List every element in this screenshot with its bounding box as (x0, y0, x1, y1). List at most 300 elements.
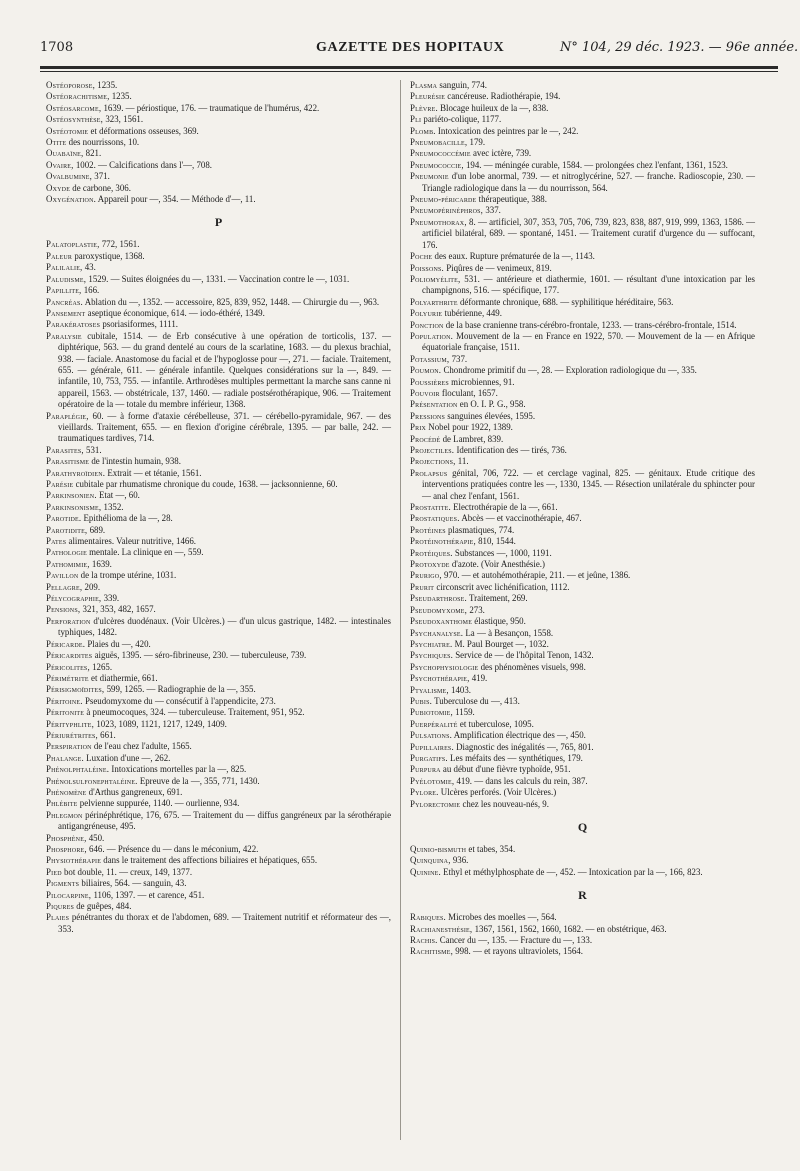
entry-headword: Ponction (410, 319, 444, 330)
entry-headword: Parkinsonien. (46, 490, 97, 501)
index-entry (410, 924, 755, 935)
entry-text: 371. (94, 171, 110, 182)
index-entry (410, 377, 755, 388)
entry-text: de la trompe utérine, 1031. (80, 570, 177, 581)
entry-text: 998. — et rayons ultraviolets, 1564. (455, 946, 583, 957)
entry-text: 936. (452, 855, 469, 866)
index-entry (410, 411, 755, 422)
index-entry (46, 741, 391, 752)
entry-headword: Ostéosarcome, (46, 102, 102, 113)
entry-text: 450. (88, 832, 105, 843)
entry-headword: Ouabaïne, (46, 148, 84, 159)
entry-text: Substances —, 1000, 1191. (454, 547, 552, 558)
entry-headword: Projectiles. (410, 445, 455, 455)
entry-text: génital, 706, 722. — et cerclage vaginal, 825. — génitaux. Etude critique des interventions pratiquées contre les —, 1330, 1345. — Résection unilatérale du sphincter pour — anal chez l'enfant, 1561. (422, 467, 756, 501)
index-entry (410, 548, 755, 559)
index-entry (410, 787, 755, 798)
index-entry (410, 80, 755, 91)
entry-headword: Pigments (46, 878, 80, 889)
entry-text: aseptique économique, 614. — iodo-éthéré, 1349. (87, 307, 265, 318)
entry-headword: Pneumobacille, (410, 137, 468, 148)
entry-headword: Pseudarthrose. (410, 593, 467, 604)
entry-headword: Procédé (410, 433, 441, 444)
entry-text: 8. — artificiel, 307, 353, 705, 706, 739, 823, 838, 887, 919, 999, 1363, 1586. — artificiel bilatéral, 689. — spontané, 1451. — Traitement curatif d'urgence du — suffocant, 176. (422, 216, 756, 250)
index-entry (410, 593, 755, 604)
index-entry (410, 559, 755, 570)
entry-headword: Pseudoxanthome (410, 616, 473, 627)
entry-headword: Potassium, (410, 353, 450, 364)
entry-text: 1639. (91, 558, 112, 569)
entry-headword: Puerpéralité (410, 718, 458, 729)
index-entry (410, 103, 755, 114)
entry-text: Nobel pour 1922, 1389. (428, 422, 513, 433)
index-entry (410, 365, 755, 376)
index-entry (46, 479, 391, 490)
entry-text: Chondrome primitif du —, 28. — Exploration radiologique du —, 335. (443, 365, 697, 376)
index-entry (410, 445, 755, 456)
entry-headword: Pulsations. (410, 730, 453, 741)
index-entry (46, 285, 391, 296)
entry-headword: Pneumonie (410, 171, 449, 182)
index-entry (410, 616, 755, 627)
entry-text: et déformations osseuses, 369. (90, 125, 199, 136)
index-entry (46, 753, 391, 764)
entry-text: microbiennes, 91. (451, 376, 515, 387)
index-entry (410, 388, 755, 399)
index-entry (46, 137, 391, 148)
entry-headword: Parésie (46, 479, 74, 489)
entry-text: 531. (86, 444, 102, 455)
entry-headword: Psychanalyse. (410, 627, 464, 638)
entry-text: déformante chronique, 688. — syphilitique héréditaire, 563. (459, 296, 674, 307)
index-entry (410, 685, 755, 696)
entry-text: 810, 1544. (478, 536, 516, 547)
entry-headword: Poissons. (410, 262, 444, 273)
entry-headword: Parkinsonisme, (46, 501, 102, 512)
entry-text: avec ictère, 739. (472, 148, 532, 159)
index-entry (46, 456, 391, 467)
entry-headword: Pylorectomie (410, 798, 461, 809)
entry-text: bot double, 11. — creux, 149, 1377. (63, 866, 193, 877)
entry-headword: Protéines (410, 524, 446, 535)
index-entry (46, 468, 391, 479)
index-entry (410, 91, 755, 102)
index-entry (46, 684, 391, 695)
entry-text: de Lambret, 839. (442, 433, 504, 444)
entry-text: Amplification électrique des —, 450. (453, 730, 586, 741)
entry-headword: Prix (410, 422, 427, 433)
entry-text: 970. — et autohémothérapie, 211. — et jeûne, 1386. (443, 570, 631, 581)
entry-headword: Ostéosynthèse, (46, 114, 104, 125)
entry-text: 209. (84, 581, 101, 592)
index-entry (46, 148, 391, 159)
entry-headword: Paleur (46, 250, 73, 261)
entry-text: mentale. La clinique en —, 559. (89, 547, 204, 558)
entry-headword: Plomb. (410, 125, 436, 136)
entry-headword: Poliomyélite, (410, 273, 461, 284)
entry-headword: Pates (46, 536, 67, 547)
entry-headword: Projections, (410, 456, 456, 467)
entry-headword: Parasitisme (46, 456, 90, 467)
entry-headword: Plèvre. (410, 102, 438, 113)
index-entry (410, 399, 755, 410)
entry-text: et tabes, 354. (468, 844, 516, 854)
section-letter: Q (577, 820, 588, 834)
index-entry (46, 308, 391, 319)
index-entry (46, 639, 391, 650)
entry-headword: Psychiatre. (410, 638, 453, 649)
index-entry (410, 137, 755, 148)
header-rule-thin (40, 71, 778, 72)
entry-text: et tuberculose, 1095. (459, 718, 534, 729)
entry-headword: Prostatiques. (410, 513, 460, 524)
index-entry (46, 764, 391, 775)
entry-headword: Péritoine. (46, 695, 83, 706)
entry-headword: Polyurie (410, 308, 443, 319)
entry-text: de l'intestin humain, 938. (91, 456, 181, 467)
entry-headword: Protéinothérapie, (410, 536, 476, 547)
index-entry (46, 719, 391, 730)
entry-text: des nourrissons, 10. (68, 137, 140, 148)
entry-text: Appareil pour —, 354. — Méthode d'—, 11. (97, 194, 256, 205)
entry-text: Epithélioma de la —, 28. (83, 513, 173, 524)
index-entry (46, 604, 391, 615)
index-entry (410, 114, 755, 125)
entry-text: Identification des — tirés, 736. (456, 445, 567, 455)
entry-text: périnéphrétique, 176, 675. — Traitement du — diffus gangréneux par la sérothérapie antigangréneuse, 495. (58, 809, 392, 832)
index-entry (410, 422, 755, 433)
left-column (46, 80, 391, 935)
index-entry (46, 194, 391, 205)
entry-headword: Paralysie (46, 330, 82, 341)
index-entry (410, 662, 755, 673)
section-letter: R (578, 888, 587, 903)
index-entry (46, 171, 391, 182)
entry-text: 321, 353, 482, 1657. (82, 604, 156, 615)
entry-text: de l'eau chez l'adulte, 1565. (93, 741, 192, 752)
entry-text: La — à Besançon, 1558. (465, 627, 554, 638)
index-entry (410, 935, 755, 946)
entry-headword: Ostéorachitisme, (46, 91, 110, 102)
entry-headword: Pupillaires. (410, 741, 454, 752)
index-entry (46, 160, 391, 171)
entry-headword: Paludisme, (46, 273, 87, 284)
entry-text: en O. I. P. G., 958. (459, 399, 526, 410)
entry-text: Luxation d'une —, 262. (86, 752, 171, 763)
index-entry (410, 297, 755, 308)
index-entry (46, 536, 391, 547)
entry-text: Intoxications mortelles par la —, 825. (111, 764, 247, 775)
entry-text: Piqûres de — venimeux, 819. (446, 262, 552, 273)
entry-text: d'ulcères duodénaux. (Voir Ulcères.) — d'un ulcus gastrique, 1482. — intestinales typhiques, 1482. (58, 615, 391, 638)
entry-text: d'un lobe anormal, 739. — et nitroglycérine, 527. — franche. Radioscopie, 230. — Triangle radiologique dans la — du nourrisson, 564. (422, 171, 756, 193)
entry-headword: Pleurésie (410, 91, 446, 102)
entry-headword: Pancréas. (46, 296, 83, 307)
entry-text: Service de — de l'hôpital Tenon, 1432. (455, 650, 594, 661)
entry-text: 1023, 1089, 1121, 1217, 1249, 1409. (96, 718, 227, 729)
index-entry (410, 707, 755, 718)
entry-headword: Ptyalisme, (410, 684, 449, 695)
entry-headword: Protéiques. (410, 547, 453, 558)
entry-headword: Phénolphtaléine. (46, 764, 110, 775)
index-entry (46, 776, 391, 787)
entry-headword: Psychiques. (410, 650, 454, 661)
index-entry (46, 855, 391, 866)
entry-text: Abcès — et vaccinothérapie, 467. (461, 513, 582, 524)
entry-headword: Pneumococcie, (410, 159, 464, 170)
entry-text: cubitale, 1514. — de Erb consécutive à une opération de torticolis, 137. — diphtérique, 563. — du grand dentelé au cours de la scarlatine, 1683. — du plexus brachial, 938. — faciale. Anastomose du facial et de l'hypoglosse pour —, 271. — faciale. Traitement, 655. — générale, 611. — générale infantile. Quelques considérations sur la —, 849. — infantile, 10, 753, 755. — infantile. Arthrodèses multiples permettant la marche sans canne ni appareil, 1563. — obstétricale, 137, 1460. — radiale postsérothérapique, 906. — Traitement opératoire de la — totale du membre inférieur, 1368. (58, 330, 392, 410)
entry-text: thérapeutique, 388. (478, 194, 547, 205)
entry-headword: Purgatifs. (410, 752, 448, 763)
entry-text: 339. (103, 593, 120, 604)
index-entry (46, 787, 391, 798)
entry-headword: Purpura (410, 764, 441, 775)
page-header (0, 36, 800, 64)
index-entry (410, 274, 755, 297)
index-entry (46, 593, 391, 604)
index-entry (410, 160, 755, 171)
entry-text: 599, 1265. — Radiographie de la —, 355. (106, 684, 256, 695)
index-entry (410, 764, 755, 775)
index-entry (46, 103, 391, 114)
entry-headword: Pathomimie, (46, 558, 90, 569)
entry-text: 1002. — Calcifications dans l'—, 708. (75, 159, 212, 170)
index-entry (410, 605, 755, 616)
entry-text: cubitale par rhumatisme chronique du coude, 1638. — jacksonnienne, 60. (75, 479, 338, 489)
entry-headword: Pneumococcémie (410, 148, 471, 159)
index-entry (46, 502, 391, 513)
entry-headword: Protoxyde (410, 559, 450, 570)
index-entry (410, 502, 755, 513)
entry-headword: Phénolsulfonephtaléine. (46, 775, 138, 786)
entry-text: 337. (485, 205, 501, 216)
index-entry (46, 525, 391, 536)
entry-headword: Pressions (410, 410, 446, 421)
entry-text: d'Arthus gangreneux, 691. (88, 786, 183, 797)
entry-headword: Pellagre, (46, 581, 83, 592)
index-entry (46, 183, 391, 194)
index-entry (410, 912, 755, 923)
entry-text: de la base cranienne trans-cérébro-frontale, 1233. — trans-cérébro-frontale, 1514. (445, 319, 737, 330)
entry-text: Les méfaits des — synthétiques, 179. (450, 752, 583, 763)
index-entry (410, 126, 755, 137)
entry-text: à pneumocoques, 324. — tuberculeuse. Traitement, 951, 952. (86, 707, 305, 718)
entry-text: au début d'une fièvre typhoïde, 951. (442, 764, 571, 775)
entry-text: 166. (83, 285, 100, 296)
entry-text: Blocage huileux de la —, 838. (440, 102, 549, 113)
index-entry (410, 536, 755, 547)
entry-text: Pseudomyxome du — consécutif à l'appendicite, 273. (84, 695, 276, 706)
entry-text: 1367, 1561, 1562, 1660, 1682. — en obstétrique, 463. (474, 923, 667, 934)
entry-headword: Palilalie, (46, 262, 83, 273)
index-entry (410, 855, 755, 866)
entry-headword: Population. (410, 330, 454, 341)
index-entry (410, 468, 755, 502)
entry-headword: Pélycographie, (46, 593, 102, 604)
entry-text: 323, 1561. (105, 114, 144, 125)
entry-text: Electrothérapie de la —, 661. (453, 502, 558, 513)
entry-headword: Perforation (46, 615, 91, 626)
header-rule (40, 66, 778, 69)
entry-headword: Psychothérapie, (410, 673, 470, 684)
entry-text: cancéreuse. Radiothérapie, 194. (447, 91, 561, 102)
entry-headword: Piqures (46, 901, 75, 912)
entry-text: 1265. (92, 661, 113, 672)
index-entry (410, 582, 755, 593)
entry-text: sanguines élevées, 1595. (447, 410, 536, 421)
index-entry (410, 776, 755, 787)
entry-text: Microbes des moelles —, 564. (448, 912, 557, 923)
entry-headword: Phlébite (46, 798, 78, 809)
index-entry (46, 297, 391, 308)
entry-text: 737. (451, 353, 468, 364)
entry-text: 179. (469, 137, 486, 148)
entry-headword: Pavillon (46, 570, 79, 581)
index-entry (410, 320, 755, 331)
entry-text: 1235. (97, 80, 118, 90)
entry-text: alimentaires. Valeur nutritive, 1466. (68, 536, 197, 547)
entry-headword: Perspiration (46, 741, 92, 752)
entry-headword: Plasma (410, 80, 438, 90)
index-entry (410, 148, 755, 159)
entry-text: 646. — Présence du — dans le méconium, 422. (89, 844, 259, 854)
right-column (410, 80, 755, 958)
index-entry (410, 742, 755, 753)
entry-text: 11. (457, 456, 469, 467)
entry-text: pelvienne suppurée, 1140. — ourlienne, 934. (79, 798, 240, 809)
entry-headword: Périmétrite (46, 672, 89, 683)
entry-text: 821. (85, 148, 102, 159)
entry-headword: Péricolites, (46, 661, 90, 672)
entry-headword: Pubis. (410, 695, 433, 706)
index-entry (410, 867, 755, 878)
section-letter: P (214, 215, 223, 230)
entry-headword: Pneumopérinéphros, (410, 205, 484, 216)
entry-headword: Otite (46, 137, 67, 148)
entry-text: sanguin, 774. (439, 80, 487, 90)
index-entry (46, 662, 391, 673)
entry-headword: Pneumo-péricarde (410, 194, 477, 205)
index-entry (46, 878, 391, 889)
entry-text: 419. (471, 673, 488, 684)
entry-headword: Phalange. (46, 752, 84, 763)
entry-headword: Pneumothorax, (410, 216, 467, 227)
entry-text: chez les nouveau-nés, 9. (462, 798, 549, 809)
entry-text: des phénomènes visuels, 998. (480, 661, 586, 672)
index-entry (410, 263, 755, 274)
entry-text: 1159. (455, 707, 475, 718)
index-entry (46, 833, 391, 844)
entry-text: floculant, 1657. (441, 387, 498, 398)
index-entry (410, 844, 755, 855)
issue-info: N° 104, 29 déc. 1923. — 96e année. (560, 40, 799, 55)
entry-headword: Pli (410, 114, 422, 125)
entry-text: élastique, 950. (474, 616, 526, 627)
index-entry (46, 867, 391, 878)
entry-headword: Ostéotomie (46, 125, 89, 136)
entry-headword: Poumon. (410, 365, 442, 376)
entry-headword: Ovalbumine, (46, 171, 93, 182)
entry-headword: Poussières (410, 376, 449, 387)
entry-text: 1106, 1397. — et carence, 451. (93, 889, 205, 900)
index-entry (410, 194, 755, 205)
entry-text: 273. (469, 604, 485, 615)
entry-headword: Rabiques. (410, 912, 446, 923)
entry-headword: Pied (46, 866, 62, 877)
entry-text: Extrait — et tétanie, 1561. (107, 467, 202, 478)
entry-text: biliaires, 564. — sanguin, 43. (81, 878, 187, 889)
column-separator (400, 80, 401, 1140)
index-entry (46, 890, 391, 901)
index-entry (410, 570, 755, 581)
entry-text: Mouvement de la — en France en 1922, 570. — Mouvement de la — en Afrique équatoriale française, 1511. (422, 330, 756, 353)
entry-text: Tuberculose du —, 413. (434, 695, 520, 706)
entry-headword: Périurétrites, (46, 729, 98, 740)
entry-headword: Parakératoses (46, 319, 101, 330)
index-entry (46, 707, 391, 718)
entry-text: 1235. (111, 91, 132, 102)
entry-headword: Péricardites (46, 650, 93, 661)
entry-headword: Ostéoporose, (46, 80, 96, 90)
index-entry (46, 331, 391, 411)
entry-text: pariéto-colique, 1177. (423, 114, 502, 125)
entry-text: 772, 1561. (101, 239, 140, 250)
entry-text: Ethyl et méthylphosphate de —, 452. — Intoxication par la —, 166, 823. (443, 866, 703, 877)
index-entry (46, 673, 391, 684)
entry-headword: Périsigmoïdites, (46, 684, 105, 695)
entry-headword: Rachianesthésie, (410, 923, 473, 934)
entry-text: 419. — dans les calculs du rein, 387. (456, 775, 588, 786)
entry-headword: Parotide. (46, 513, 82, 524)
entry-headword: Quinine. (410, 866, 441, 877)
entry-headword: Prurigo, (410, 570, 442, 581)
index-entry (46, 844, 391, 855)
index-entry (46, 274, 391, 285)
entry-headword: Péritonite (46, 707, 85, 718)
entry-text: dans le traitement des affections biliaires et hépatiques, 655. (103, 855, 318, 866)
index-entry (46, 411, 391, 445)
index-entry (46, 798, 391, 809)
entry-headword: Phosphore, (46, 844, 87, 854)
entry-headword: Pylore. (410, 787, 439, 798)
entry-text: M. Paul Bourget —, 1032. (454, 638, 549, 649)
index-entry (410, 513, 755, 524)
entry-text: 1403. (451, 684, 472, 695)
entry-headword: Prolapsus (410, 467, 448, 478)
entry-headword: Ovaire, (46, 159, 74, 170)
entry-text: d'azote. (Voir Anesthésie.) (451, 559, 545, 570)
entry-text: psoriasiformes, 1111. (102, 319, 178, 330)
index-entry (410, 719, 755, 730)
index-entry (46, 319, 391, 330)
entry-headword: Parotidite, (46, 524, 88, 535)
index-entry (410, 799, 755, 810)
index-entry (46, 445, 391, 456)
index-entry (46, 559, 391, 570)
index-entry (46, 114, 391, 125)
entry-headword: Quinio-bismuth (410, 844, 467, 854)
entry-headword: Phosphène, (46, 832, 87, 843)
index-entry (410, 456, 755, 467)
entry-headword: Pilocarpine, (46, 889, 92, 900)
entry-headword: Péricarde. (46, 638, 86, 649)
index-entry (410, 354, 755, 365)
entry-headword: Polyarthrite (410, 296, 458, 307)
entry-headword: Pérityphlite, (46, 718, 95, 729)
entry-headword: Poche (410, 251, 433, 262)
entry-text: 1352. (103, 501, 124, 512)
index-entry (46, 810, 391, 833)
